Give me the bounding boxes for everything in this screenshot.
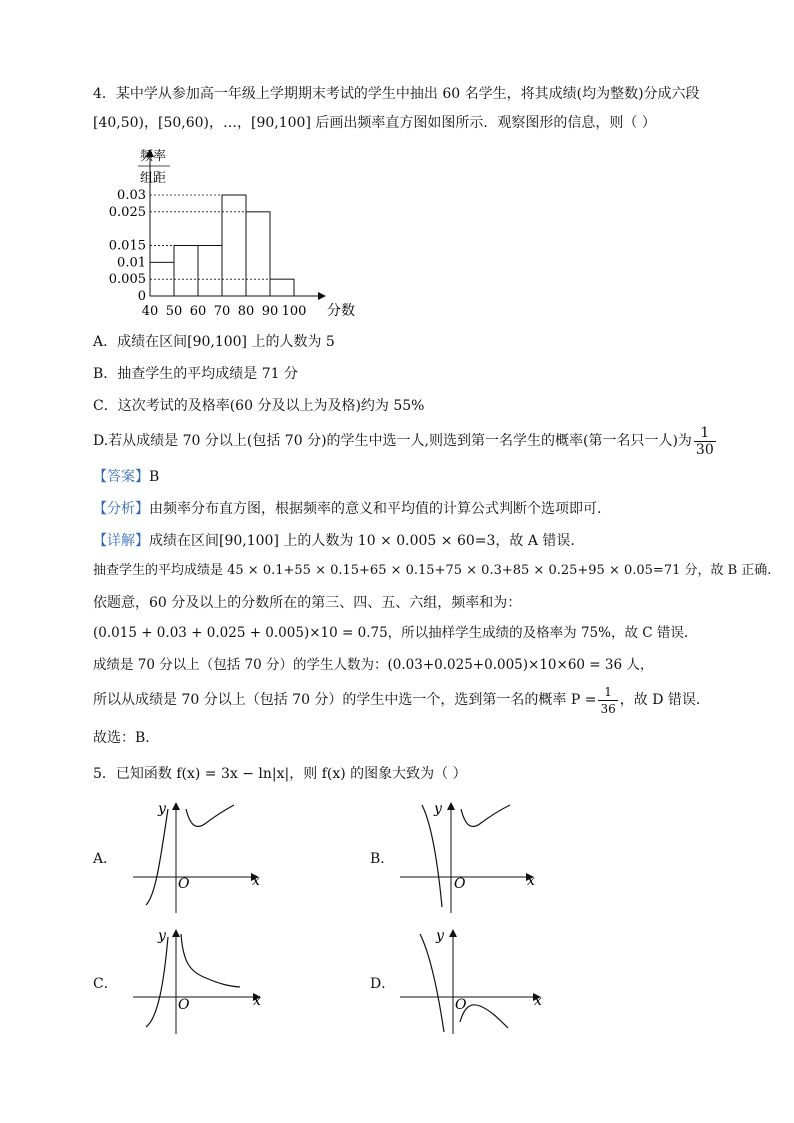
frequency-histogram — [100, 142, 360, 322]
y-label-bottom: 组距 — [140, 171, 167, 186]
origin-label: O — [454, 876, 466, 892]
x-tick-label: 70 — [213, 304, 231, 319]
q4-detail-line6 — [93, 683, 700, 717]
fraction-numerator: 1 — [598, 684, 617, 701]
curve-left — [146, 809, 168, 905]
curve-left — [420, 934, 444, 1032]
q4-detail-line5: 成绩是 70 分以上（包括 70 分）的学生人数为：(0.03+0.025+0.005)×10×60 = 36 人， — [93, 657, 654, 673]
q5-graph-c[interactable] — [128, 922, 268, 1040]
histogram-bar — [246, 212, 270, 296]
curve-right — [461, 805, 510, 827]
q4-option-d-fraction — [694, 425, 716, 458]
analysis-tag: 【分析】 — [93, 501, 149, 517]
q4-option-b[interactable]: B．抽查学生的平均成绩是 71 分 — [93, 366, 299, 382]
x-tick-label: 90 — [261, 304, 279, 319]
q4-option-d-text: D.若从成绩是 70 分以上(包括 70 分)的学生中选一人,则选到第一名学生的概率(第一名只一人)为 — [93, 433, 692, 449]
answer-tag: 【答案】 — [93, 469, 149, 485]
curve-right — [181, 934, 240, 987]
q5-graph-a[interactable] — [128, 795, 268, 915]
q4-option-c[interactable]: C．这次考试的及格率(60 分及以上为及格)约为 55% — [93, 398, 425, 414]
detail-text-6-tail: ，故 D 错误. — [619, 692, 701, 708]
y-axis-label: y — [158, 801, 166, 817]
q5-option-d-label[interactable]: D． — [370, 976, 396, 992]
origin-label: O — [178, 876, 190, 892]
q4-detail-line2: 抽查学生的平均成绩是 45 × 0.1+55 × 0.15+65 × 0.15+75 × 0.3+85 × 0.25+95 × 0.05=71 分，故 B 正确. — [93, 563, 772, 578]
fraction-numerator: 1 — [694, 425, 716, 442]
x-tick-label: 50 — [165, 304, 183, 319]
y-tick-label: 0.005 — [108, 272, 146, 288]
histogram-bar — [222, 195, 246, 296]
origin-label: O — [178, 997, 190, 1013]
detail-text-6: 所以从成绩是 70 分以上（包括 70 分）的学生中选一个，选到第一名的概率 P = — [93, 692, 597, 708]
analysis-text: 由频率分布直方图，根据频率的意义和平均值的计算公式判断个选项即可. — [149, 501, 602, 517]
curve-right — [186, 805, 234, 827]
y-axis-label: y — [434, 801, 442, 817]
q5-graph-b[interactable] — [398, 795, 543, 915]
x-axis-label: x — [527, 873, 535, 889]
y-tick-label: 0.015 — [108, 238, 146, 254]
histogram-bar — [198, 246, 222, 297]
answer-value: B — [149, 469, 160, 485]
y-axis-label: y — [158, 928, 166, 944]
curve-right — [460, 1005, 508, 1028]
y-label-top: 频率 — [140, 149, 167, 164]
probability-fraction — [598, 684, 617, 717]
y-tick-label: 0.025 — [108, 204, 146, 220]
y-axis-label: y — [436, 928, 444, 944]
q4-conclusion: 故选：B. — [93, 730, 150, 746]
q4-detail-line3: 依题意，60 分及以上的分数所在的第三、四、五、六组，频率和为： — [93, 595, 522, 611]
q4-detail-line4: (0.015 + 0.03 + 0.025 + 0.005)×10 = 0.75，所以抽样学生成绩的及格率为 75%，故 C 错误. — [93, 625, 689, 641]
x-axis-label: x — [252, 873, 260, 889]
y-tick-label: 0 — [137, 289, 146, 304]
q4-stem-line1: 4．某中学从参加高一年级上学期期末考试的学生中抽出 60 名学生，将其成绩(均为整数)分成六段 — [93, 86, 700, 102]
q4-option-a[interactable]: A．成绩在区间[90,100] 上的人数为 5 — [93, 334, 335, 350]
fraction-denominator: 36 — [600, 701, 616, 716]
curve-left — [422, 805, 442, 907]
x-axis-title: 分数 — [327, 303, 355, 319]
x-tick-label: 40 — [141, 304, 159, 319]
x-axis-label: x — [534, 993, 542, 1009]
q5-option-b-label[interactable]: B． — [370, 851, 395, 867]
curve-left — [146, 937, 168, 1027]
q4-detail-line1 — [93, 531, 575, 551]
histogram-bar — [270, 279, 294, 296]
q4-stem-line2: [40,50)，[50,60)，…，[90,100] 后画出频率直方图如图所示．观察图形的信息，则（ ） — [93, 115, 656, 131]
q5-option-c-label[interactable]: C． — [93, 976, 118, 992]
detail-tag: 【详解】 — [93, 533, 149, 549]
q4-option-d[interactable] — [93, 424, 718, 458]
q4-analysis-line — [93, 499, 601, 519]
x-tick-label: 60 — [189, 304, 207, 319]
q5-graph-d[interactable] — [398, 922, 548, 1040]
x-tick-label: 80 — [237, 304, 255, 319]
y-tick-label: 0.01 — [117, 255, 146, 271]
y-tick-label: 0.03 — [117, 188, 146, 203]
x-tick-label: 100 — [281, 304, 307, 319]
q4-answer-line — [93, 467, 159, 487]
x-axis-label: x — [253, 993, 261, 1009]
origin-label: O — [455, 997, 467, 1013]
histogram-bar — [174, 246, 198, 297]
q5-option-a-label[interactable]: A． — [93, 851, 118, 867]
q5-stem: 5．已知函数 f(x) = 3x − ln|x|，则 f(x) 的图象大致为（ ） — [93, 766, 467, 782]
fraction-denominator: 30 — [695, 441, 714, 458]
detail-text-1: 成绩在区间[90,100] 上的人数为 10 × 0.005 × 60=3，故 A 错误. — [149, 533, 575, 549]
